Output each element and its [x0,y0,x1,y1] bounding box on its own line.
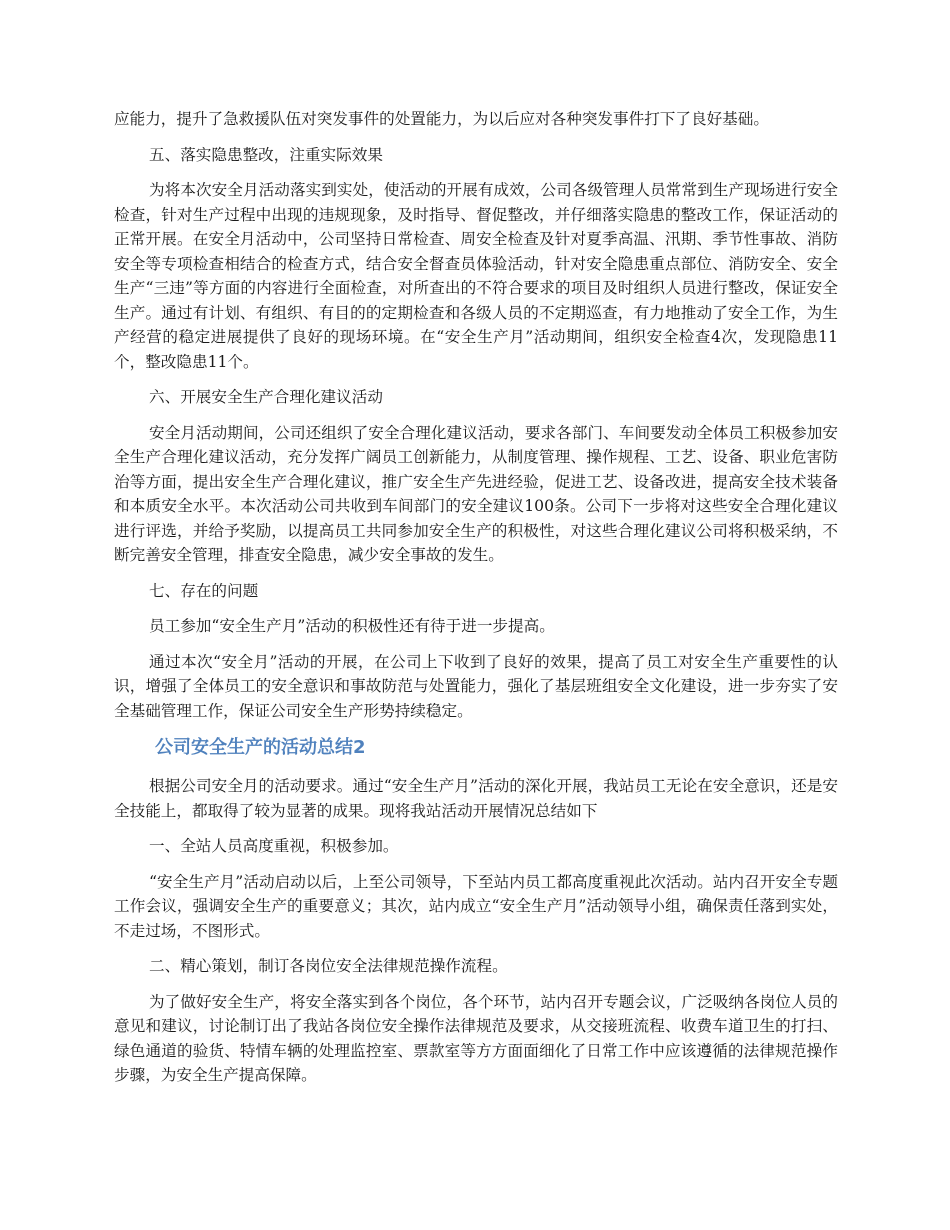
paragraph: 通过本次“安全月”活动的开展，在公司上下收到了良好的效果，提高了员工对安全生产重要性的认识，增强了全体员工的安全意识和事故防范与处置能力，强化了基层班组安全文化建设，进一步夯实了安全基础管理工作，保证公司安全生产形势持续稳定。 [114,652,838,720]
section-heading-1: 一、全站人员高度重视，积极参加。 [149,837,399,855]
section-heading-7: 七、存在的问题 [149,581,259,600]
document-body [114,107,838,1099]
section-heading-6: 六、开展安全生产合理化建议活动 [149,388,383,406]
paragraph: 根据公司安全月的活动要求。通过“安全生产月”活动的深化开展，我站员工无论在安全意识，还是安全技能上，都取得了较为显著的成果。现将我站活动开展情况总结如下 [114,777,838,820]
section-title: 公司安全生产的活动总结2 [155,737,366,758]
paragraph: 安全月活动期间，公司还组织了安全合理化建议活动，要求各部门、车间要发动全体员工积极参加安全生产合理化建议活动，充分发挥广阔员工创新能力，从制度管理、操作规程、工艺、设备、职业危害防治等方面，提出安全生产合理化建议，推广安全生产先进经验，促进工艺、设备改进，提高安全技术装备和本质安全水平。本次活动公司共收到车间部门的安全建议100条。公司下一步将对这些安全合理化建议进行评选，并给予奖励，以提高员工共同参加安全生产的积极性，对这些合理化建议公司将积极采纳，不断完善安全管理，排查安全隐患，减少安全事故的发生。 [114,423,838,564]
section-heading-2: 二、精心策划，制订各岗位安全法律规范操作流程。 [149,957,508,975]
paragraph: “安全生产月”活动启动以后，上至公司领导，下至站内员工都高度重视此次活动。站内召开安全专题工作会议，强调安全生产的重要意义；其次，站内成立“安全生产月”活动领导小组，确保责任落到实处，不走过场，不图形式。 [114,872,838,940]
paragraph: 员工参加“安全生产月”活动的积极性还有待于进一步提高。 [149,617,555,635]
section-heading-5: 五、落实隐患整改，注重实际效果 [149,145,383,164]
paragraph: 为了做好安全生产，将安全落实到各个岗位，各个环节，站内召开专题会议，广泛吸纳各岗位人员的意见和建议，讨论制订出了我站各岗位安全操作法律规范及要求，从交接班流程、收费车道卫生的打扫、绿色通道的验货、特情车辆的处理监控室、票款室等方方面面细化了日常工作中应该遵循的法律规范操作步骤，为安全生产提高保障。 [114,992,838,1084]
paragraph: 为将本次安全月活动落实到实处，使活动的开展有成效，公司各级管理人员常常到生产现场进行安全检查，针对生产过程中出现的违规现象，及时指导、督促整改，并仔细落实隐患的整改工作，保证活动的正常开展。在安全月活动中，公司坚持日常检查、周安全检查及针对夏季高温、汛期、季节性事故、消防安全等专项检查相结合的检查方式，结合安全督查员体验活动，针对安全隐患重点部位、消防安全、安全生产“三违”等方面的内容进行全面检查，对所查出的不符合要求的项目及时组织人员进行整改，保证安全生产。通过有计划、有组织、有目的的定期检查和各级人员的不定期巡查，有力地推动了安全工作，为生产经营的稳定进展提供了良好的现场环境。在“安全生产月”活动期间，组织安全检查4次，发现隐患11个，整改隐患11个。 [114,181,838,371]
paragraph-continuation: 应能力，提升了急救援队伍对突发事件的处置能力，为以后应对各种突发事件打下了良好基础。 [114,110,769,128]
